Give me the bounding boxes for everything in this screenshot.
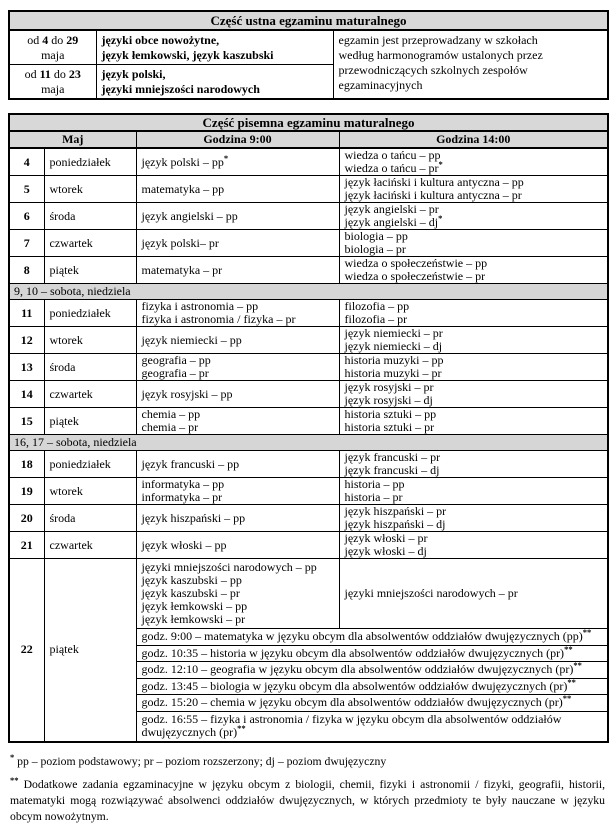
exam-text: historia muzyki – pr — [344, 366, 442, 380]
table-row — [9, 381, 608, 408]
exam-line — [345, 270, 603, 283]
day-22-exams-cell — [136, 559, 608, 742]
oral-exam-table — [8, 10, 609, 100]
date-range-cell — [9, 65, 96, 100]
exam-1400-cell — [339, 327, 608, 354]
exam-line — [345, 313, 603, 326]
exam-line — [142, 491, 334, 504]
exam-line — [345, 491, 603, 504]
date-number: 4 — [42, 32, 49, 47]
written-table-title: Część pisemna egzaminu maturalnego — [9, 114, 608, 131]
exam-1400-cell — [339, 230, 608, 257]
exam-text: informatyka – pr — [141, 490, 223, 504]
exam-text: język włoski – pr — [344, 531, 428, 545]
day-name: piątek — [44, 559, 136, 742]
exam-text: język angielski – pr — [344, 202, 439, 216]
note-line: według harmonogramów ustalonych przez — [338, 48, 543, 62]
exam-line — [344, 159, 603, 175]
exam-900-cell — [136, 451, 339, 478]
date-text: od — [27, 32, 43, 47]
extra-exam-row — [137, 695, 608, 712]
exam-900-cell — [136, 203, 339, 230]
date-month: maja — [41, 81, 65, 96]
exam-line — [142, 539, 334, 552]
day-number: 18 — [9, 451, 44, 478]
day-number: 4 — [9, 148, 44, 176]
exam-text: język rosyjski – pr — [344, 380, 434, 394]
day-name: czwartek — [44, 532, 136, 559]
exam-text: język włoski – dj — [344, 544, 427, 558]
table-row — [9, 203, 608, 230]
day-22-extra-exams — [137, 629, 608, 741]
exam-900-cell — [136, 505, 339, 532]
note-line: przewodniczących szkolnych zespołów — [338, 63, 528, 77]
extra-exam-row — [137, 712, 608, 741]
table-row — [9, 408, 608, 435]
exam-text: język angielski – dj — [344, 215, 439, 229]
day-name: poniedziałek — [44, 148, 136, 176]
date-range-line — [12, 67, 94, 82]
table-row — [9, 451, 608, 478]
exam-line: język kaszubski – pr — [141, 586, 240, 600]
table-row — [9, 176, 608, 203]
day-number: 15 — [9, 408, 44, 435]
exam-text: geografia – pp — [141, 353, 211, 367]
column-header-time1: Godzina 9:00 — [136, 131, 339, 148]
exam-1400-cell — [339, 505, 608, 532]
footnote-marker: * — [10, 751, 15, 762]
exam-900-cell — [136, 176, 339, 203]
extra-exam-row — [137, 629, 608, 646]
exam-1400-cell — [339, 148, 608, 176]
footnote-marker: * — [438, 159, 443, 169]
exam-text: biologia – pp — [344, 229, 408, 243]
exam-text: geografia – pr — [141, 366, 209, 380]
exam-900-cell — [136, 148, 339, 176]
day-name: środa — [44, 354, 136, 381]
exam-900-cell — [136, 381, 339, 408]
exam-text: fizyka i astronomia / fizyka – pr — [141, 312, 296, 326]
exam-line: język łemkowski – pr — [141, 612, 246, 626]
column-header-row — [9, 131, 608, 148]
day-number: 20 — [9, 505, 44, 532]
subject-line: język łemkowski, język kaszubski — [101, 47, 274, 62]
exam-text: język francuski – pp — [141, 456, 240, 471]
exam-1400-cell — [339, 300, 608, 327]
exam-text: język hiszpański – pp — [141, 510, 246, 525]
day-22-top-block — [137, 559, 608, 629]
date-text: do — [48, 32, 67, 47]
exam-900-cell — [136, 257, 339, 284]
exam-text: historia sztuki – pp — [344, 407, 437, 421]
table-row-day-22 — [9, 559, 608, 742]
exam-900-cell — [136, 408, 339, 435]
exam-text: język włoski – pp — [141, 537, 227, 552]
day-number: 6 — [9, 203, 44, 230]
day-name: poniedziałek — [44, 451, 136, 478]
extra-exam-row — [137, 676, 608, 696]
exam-1400-cell — [339, 408, 608, 435]
oral-table-title-row — [9, 11, 608, 30]
oral-note-cell — [333, 30, 608, 99]
exam-1400-cell — [339, 451, 608, 478]
exam-text: język angielski – pp — [141, 208, 238, 223]
day-22-morning-exams — [137, 559, 340, 628]
exam-line — [344, 213, 603, 229]
exam-line — [345, 189, 603, 202]
exam-1400-cell — [339, 176, 608, 203]
weekend-section-label: 16, 17 – sobota, niedziela — [9, 435, 608, 451]
exam-1400-cell — [339, 354, 608, 381]
exam-line — [142, 210, 334, 223]
footnote-marker: ** — [573, 660, 582, 670]
exam-text: godz. 13:45 – biologia w języku obcym dla absolwentów oddziałów dwujęzycznych (pr) — [141, 678, 568, 693]
footnote-text: pp – poziom podstawowy; pr – poziom rozszerzony; dj – poziom dwujęzyczny — [14, 754, 387, 768]
day-name: poniedziałek — [44, 300, 136, 327]
table-row — [9, 532, 608, 559]
exam-line — [345, 518, 603, 531]
day-name: środa — [44, 505, 136, 532]
day-number: 5 — [9, 176, 44, 203]
exam-text: język francuski – pr — [344, 450, 441, 464]
extra-exam-row — [137, 662, 608, 679]
day-name: czwartek — [44, 381, 136, 408]
exam-line — [142, 388, 334, 401]
exam-text: historia – pr — [344, 490, 403, 504]
footnote-levels — [10, 751, 605, 768]
footnote-marker: ** — [582, 627, 592, 637]
exam-text: godz. 15:20 – chemia w języku obcym dla absolwentów oddziałów dwujęzycznych (pr) — [141, 695, 563, 709]
footnote-marker: * — [223, 152, 229, 163]
day-name: wtorek — [44, 327, 136, 354]
day-name: czwartek — [44, 230, 136, 257]
date-number: 11 — [39, 66, 51, 81]
footnote-marker: ** — [562, 693, 572, 703]
column-header-time2: Godzina 14:00 — [339, 131, 608, 148]
exam-text: język francuski – dj — [344, 463, 440, 477]
date-range-line — [12, 33, 94, 48]
exam-line — [345, 243, 603, 256]
date-number: 29 — [66, 32, 79, 47]
exam-line — [142, 367, 334, 380]
exam-text: wiedza o tańcu – pr — [344, 161, 439, 175]
exam-text: język niemiecki – pp — [141, 332, 242, 347]
day-number: 22 — [9, 559, 44, 742]
exam-line: język łemkowski – pp — [141, 599, 248, 613]
exam-line — [141, 152, 334, 169]
exam-text: godz. 16:55 – fizyka i astronomia / fizyka w języku obcym dla absolwentów oddziałów dwujęzycznych (pr) — [141, 711, 562, 739]
exam-text: język rosyjski – pp — [141, 386, 233, 401]
exam-text: wiedza o tańcu – pp — [344, 148, 441, 162]
exam-text: biologia – pr — [344, 242, 406, 256]
table-row — [9, 327, 608, 354]
day-name: piątek — [44, 408, 136, 435]
weekend-section-row — [9, 284, 608, 300]
exam-line — [142, 512, 334, 525]
exam-line — [345, 421, 603, 434]
day-name: wtorek — [44, 176, 136, 203]
exam-line: język kaszubski – pp — [141, 573, 242, 587]
exam-1400-cell — [339, 257, 608, 284]
footnote-text: Dodatkowe zadania egzaminacyjne w języku obcym z biologii, chemii, fizyki i astronomii / fizyki, geografii, historii, matematyki mogą rozwiązywać absolwenci oddziałów dwujęzycznych, w których przedmioty te były nauczane w języku obcym nowożytnym. — [10, 777, 605, 823]
exam-line — [142, 458, 334, 471]
exam-900-cell — [136, 230, 339, 257]
exam-text: matematyka – pp — [141, 181, 225, 196]
exam-text: filozofia – pr — [344, 312, 408, 326]
exam-text: język łaciński i kultura antyczna – pr — [344, 188, 522, 202]
exam-line — [345, 394, 603, 407]
exam-text: wiedza o społeczeństwie – pr — [344, 269, 486, 283]
subjects-cell — [96, 65, 333, 100]
exam-900-cell — [136, 300, 339, 327]
date-text: od — [24, 66, 40, 81]
footnote-marker: ** — [564, 643, 573, 654]
note-line: egzaminacyjnych — [338, 78, 423, 92]
subjects-cell — [96, 30, 333, 65]
exam-text: chemia – pp — [141, 407, 201, 421]
exam-text: język niemiecki – pr — [344, 326, 443, 340]
table-row — [9, 300, 608, 327]
exam-line — [345, 367, 603, 380]
exam-text: godz. 10:35 – historia w języku obcym dla absolwentów oddziałów dwujęzycznych (pr) — [141, 645, 565, 660]
exam-line — [345, 464, 603, 477]
footnote-marker: ** — [237, 723, 246, 733]
exam-text: język polski– pr — [141, 235, 219, 250]
footnote-marker: * — [438, 213, 443, 223]
day-number: 13 — [9, 354, 44, 381]
exam-1400-cell — [339, 203, 608, 230]
date-range-cell — [9, 30, 96, 65]
day-number: 11 — [9, 300, 44, 327]
exam-text: godz. 12:10 – geografia w języku obcym dla absolwentów oddziałów dwujęzycznych (pr) — [141, 662, 574, 676]
table-row — [9, 230, 608, 257]
day-number: 8 — [9, 257, 44, 284]
exam-900-cell — [136, 327, 339, 354]
exam-text: język rosyjski – dj — [344, 393, 433, 407]
table-row — [9, 478, 608, 505]
day-number: 7 — [9, 230, 44, 257]
exam-900-cell — [136, 532, 339, 559]
note-line: egzamin jest przeprowadzany w szkołach — [338, 33, 538, 47]
exam-text: język łaciński i kultura antyczna – pp — [344, 175, 524, 189]
exam-text: fizyka i astronomia – pp — [141, 299, 259, 313]
table-row — [9, 148, 608, 176]
subject-line: języki mniejszości narodowych — [101, 81, 260, 96]
day-number: 19 — [9, 478, 44, 505]
exam-line — [345, 545, 603, 558]
exam-1400-cell — [339, 478, 608, 505]
exam-text: wiedza o społeczeństwie – pp — [344, 256, 488, 270]
exam-text: historia – pp — [344, 477, 405, 491]
footnote-marker: ** — [567, 676, 576, 687]
footnotes — [10, 751, 605, 825]
date-month: maja — [41, 47, 65, 62]
day-name: wtorek — [44, 478, 136, 505]
date-number: 23 — [68, 66, 81, 81]
exam-line — [142, 313, 334, 326]
footnote-marker: ** — [10, 774, 19, 785]
weekend-section-row — [9, 435, 608, 451]
day-22-afternoon-exam — [340, 559, 608, 628]
exam-text: język niemiecki – dj — [344, 339, 443, 353]
weekend-section-label: 9, 10 – sobota, niedziela — [9, 284, 608, 300]
exam-line: języki mniejszości narodowych – pr — [344, 586, 518, 600]
date-text: do — [50, 66, 69, 81]
exam-text: filozofia – pp — [344, 299, 410, 313]
exam-line — [142, 334, 334, 347]
exam-text: język hiszpański – dj — [344, 517, 446, 531]
day-number: 21 — [9, 532, 44, 559]
exam-text: godz. 9:00 – matematyka w języku obcym dla absolwentów oddziałów dwujęzycznych (pp) — [141, 629, 583, 643]
table-row — [9, 505, 608, 532]
exam-text: matematyka – pr — [141, 262, 223, 277]
extra-exam-row — [137, 643, 608, 663]
written-table-title-row — [9, 114, 608, 131]
written-exam-table — [8, 113, 609, 743]
exam-text: historia sztuki – pr — [344, 420, 435, 434]
exam-text: język hiszpański – pr — [344, 504, 447, 518]
exam-line — [142, 421, 334, 434]
exam-text: informatyka – pp — [141, 477, 225, 491]
exam-text: język polski – pp — [141, 154, 224, 169]
subject-line: języki obce nowożytne, — [101, 32, 220, 47]
exam-text: historia muzyki – pp — [344, 353, 444, 367]
exam-line — [142, 183, 334, 196]
exam-line — [142, 237, 334, 250]
oral-table-title: Część ustna egzaminu maturalnego — [9, 11, 608, 30]
exam-900-cell — [136, 478, 339, 505]
day-number: 12 — [9, 327, 44, 354]
subject-line: język polski, — [101, 66, 166, 81]
day-number: 14 — [9, 381, 44, 408]
footnote-bilingual — [10, 774, 605, 825]
table-row — [9, 30, 608, 65]
exam-1400-cell — [339, 532, 608, 559]
column-header-month: Maj — [9, 131, 136, 148]
exam-900-cell — [136, 354, 339, 381]
exam-line: języki mniejszości narodowych – pp — [141, 560, 317, 574]
table-row — [9, 354, 608, 381]
table-row — [9, 257, 608, 284]
exam-line — [345, 340, 603, 353]
exam-line — [142, 264, 334, 277]
exam-1400-cell — [339, 381, 608, 408]
exam-text: chemia – pr — [141, 420, 199, 434]
day-name: środa — [44, 203, 136, 230]
day-name: piątek — [44, 257, 136, 284]
